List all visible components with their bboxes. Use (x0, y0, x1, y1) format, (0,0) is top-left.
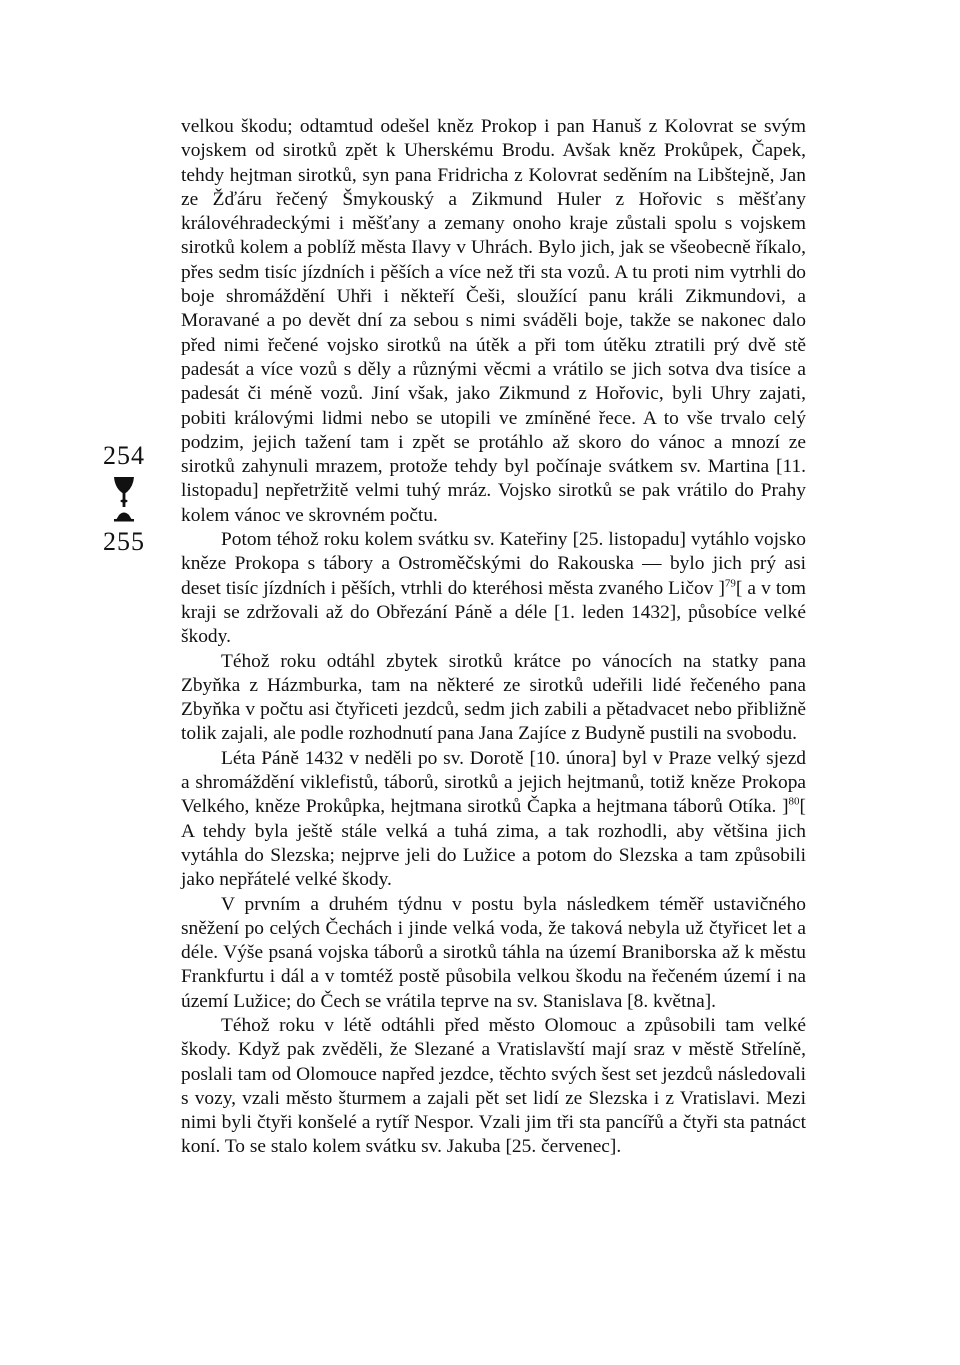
paragraph-text: [ a v tom kraji se zdržovali až do Obřezání Páně a déle [1. leden 1432], působíce velké škody. (181, 577, 806, 648)
paragraph-text: [ A tehdy byla ještě stále velká a tuhá zima, a tak rozhodli, aby většina jich vytáhla do Slezska; nejprve jeli do Lužice a potom do Slezska a tam způsobili jako nepřátelé velké škody. (181, 796, 806, 891)
paragraph (181, 1014, 806, 1160)
footnote-marker: 79 (724, 577, 736, 590)
page-number-margin (92, 442, 156, 556)
paragraph (181, 115, 806, 528)
paragraph-text: V prvním a druhém týdnu v postu byla následkem téměř ustavičného sněžení po celých Čechách i jinde velká voda, že taková nebyla už čtyřicet let a déle. Výše psaná vojska táborů a sirotků táhla na území Braniborska až k městu Frankfurtu i dál a v tomtéž postě působila velkou škodu na řečeném území i na území Lužice; do Čech se vrátila teprve na sv. Stanislava [8. května]. (181, 893, 806, 1012)
page-number-right: 255 (103, 527, 145, 556)
paragraph-text: Léta Páně 1432 v neděli po sv. Dorotě [10. února] byl v Praze velký sjezd a shromáždění viklefistů, táborů, sirotků a jejich hejtmanů, totiž kněze Prokopa Velkého, kněze Prokůpka, hejtmana sirotků Čapka a hejtmana táborů Otíka. ] (181, 747, 806, 818)
chalice-icon (113, 476, 135, 522)
page-number-left: 254 (103, 441, 145, 470)
paragraph-text: Téhož roku v létě odtáhli před město Olomouc a způsobili tam velké škody. Když pak zvěděli, že Slezané a Vratislavští mají sraz v městě Střelíně, poslali tam od Olomouce napřed jezdce, těchto svých šest set jezdců následovali s vozy, vzali město šturmem a zajali pět set lidí ze Slezska i z Vratislavi. Mezi nimi byli čtyři konšelé a rytíř Nespor. Vzali jim tři sta pancířů a čtyři sta patnáct koní. To se stalo kolem svátku sv. Jakuba [25. červenec]. (181, 1014, 806, 1158)
footnote-marker: 80 (788, 795, 800, 808)
paragraph-text: Téhož roku odtáhl zbytek sirotků krátce po vánocích na statky pana Zbyňka z Házmburka, tam na některé ze sirotků udeřili lidé řečeného pana Zbyňka v počtu asi čtyřiceti jezdců, sedm jich zabili a pětadvacet nebo přibližně tolik zajali, ale podle rozhodnutí pana Jana Zajíce z Budyně pustili na svobodu. (181, 650, 806, 745)
paragraph (181, 747, 806, 893)
paragraph (181, 528, 806, 649)
paragraph (181, 893, 806, 1014)
paragraph-text: Potom téhož roku kolem svátku sv. Kateřiny [25. listopadu] vytáhlo vojsko kněze Prokopa s tábory a Ostroměčskými do Rakouska — bylo jich prý asi deset tisíc jízdních i pěších, vtrhli do kteréhosi města zvaného Ličov ] (181, 529, 806, 599)
paragraph (181, 650, 806, 747)
paragraph-text: velkou škodu; odtamtud odešel kněz Prokop i pan Hanuš z Kolovrat se svým vojskem od sirotků zpět k Uherskému Brodu. Avšak kněz Prokůpek, Čapek, tehdy hejtman sirotků, syn pana Fridricha z Kolovrat seděním na Libštejně, Jan ze Žďáru řečený Šmykouský a Zikmund Huler z Hořovic s měšťany královéhradeckými i měšťany a zemany onoho kraje zůstali spolu s vojskem sirotků kolem a poblíž města Ilavy v Uhrách. Bylo jich, jak se všeobecně říkalo, přes sedm tisíc jízdních i pěších a více než tři sta vozů. A tu proti nim vytrhli do boje shromáždění Uhři i někteří Češi, sloužící panu králi Zikmundovi, a Moravané a po devět dní za sebou s nimi sváděli boje, takže se nakonec dalo před nimi řečené vojsko sirotků na útěk a při tom útěku ztratili prý dvě stě padesát a více vozů s děly a různými věcmi a vrátilo se jich sotva dva tisíce a padesát či méně vozů. Jiní však, jako Zikmund z Hořovic, byli Uhry zajati, pobiti královými lidmi nebo se utopili ve zmíněné řece. A to vše trvalo celý podzim, jejich tažení tam i zpět se protáhlo až skoro do vánoc a mnozí ze sirotků zahynuli mrazem, protože tehdy byl počínaje svátkem sv. Martina [11. listopadu] nepřetržitě velmi tuhý mráz. Vojsko sirotků se pak vrátilo do Prahy kolem vánoc ve skrovném počtu. (181, 116, 806, 526)
body-text (181, 115, 806, 1160)
